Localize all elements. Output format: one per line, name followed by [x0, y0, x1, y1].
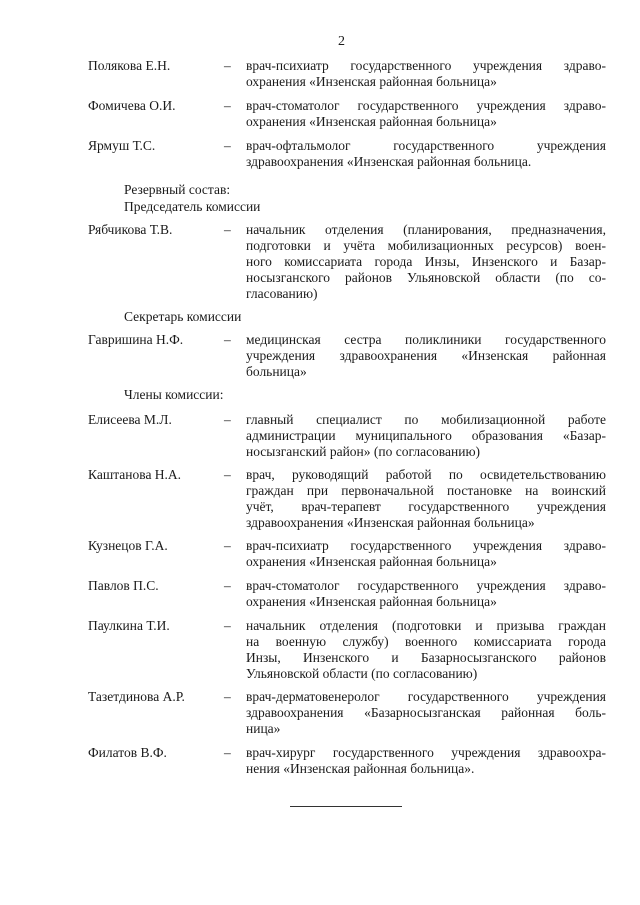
member-name: Павлов П.С.	[88, 578, 159, 593]
dash: –	[224, 412, 231, 427]
member-name: Ярмуш Т.С.	[88, 138, 156, 153]
member-name: Рябчикова Т.В.	[88, 222, 173, 237]
member-position: главный специалист по мобилизационной работе администрации муниципального образования «Базар- носызганский район» (по согласованию)	[246, 412, 606, 459]
member-position: медицинская сестра поликлиники государственного учреждения здравоохранения «Инзенская районная больница»	[246, 332, 606, 379]
dash: –	[224, 618, 231, 633]
members-heading: Члены комиссии:	[124, 387, 224, 402]
member-name: Кузнецов Г.А.	[88, 538, 168, 553]
member-position: врач-стоматолог государственного учреждения здраво- охранения «Инзенская районная больница»	[246, 98, 606, 129]
secretary-heading: Секретарь комиссии	[124, 309, 242, 324]
member-name: Каштанова Н.А.	[88, 467, 182, 482]
dash: –	[224, 689, 231, 704]
member-position: врач, руководящий работой по освидетельствованию граждан при первоначальной постановке на воинский учёт, врач-терапевт государственного учреждения здравоохранения «Инзенская районная больница»	[246, 467, 606, 530]
dash: –	[224, 745, 231, 760]
member-position: врач-дерматовенеролог государственного учреждения здравоохранения «Базарносызганская районная боль- ница»	[246, 689, 606, 736]
dash: –	[224, 98, 231, 113]
dash: –	[224, 138, 231, 153]
member-position: врач-стоматолог государственного учреждения здраво- охранения «Инзенская районная больница»	[246, 578, 606, 609]
member-name: Паулкина Т.И.	[88, 618, 170, 633]
reserve-heading: Резервный состав:	[124, 182, 231, 197]
member-name: Полякова Е.Н.	[88, 58, 171, 73]
member-name: Филатов В.Ф.	[88, 745, 167, 760]
closing-rule	[290, 806, 402, 807]
member-position: врач-офтальмолог государственного учреждения здравоохранения «Инзенская районная больница.	[246, 138, 606, 169]
member-name: Елисеева М.Л.	[88, 412, 172, 427]
chairman-heading: Председатель комиссии	[124, 199, 261, 214]
dash: –	[224, 578, 231, 593]
member-name: Фомичева О.И.	[88, 98, 176, 113]
member-name: Гавришина Н.Ф.	[88, 332, 184, 347]
member-name: Тазетдинова А.Р.	[88, 689, 185, 704]
dash: –	[224, 332, 231, 347]
dash: –	[224, 467, 231, 482]
member-position: врач-хирург государственного учреждения здравоохра- нения «Инзенская районная больница».	[246, 745, 606, 776]
member-position: врач-психиатр государственного учреждения здраво- охранения «Инзенская районная больница»	[246, 538, 606, 569]
dash: –	[224, 222, 231, 237]
dash: –	[224, 58, 231, 73]
member-position: врач-психиатр государственного учреждения здраво- охранения «Инзенская районная больница»	[246, 58, 606, 89]
page-number: 2	[338, 34, 345, 49]
dash: –	[224, 538, 231, 553]
member-position: начальник отделения (подготовки и призыва граждан на военную службу) военного комиссариата города Инзы, Инзенского и Базарносызганского районов Ульяновской области (по согласованию)	[246, 618, 606, 681]
member-position: начальник отделения (планирования, предназначения, подготовки и учёта мобилизационных ресурсов) воен- ного комиссариата города Инзы, Инзенского и Базар- носызганского районов Ульяновской области (по со- гласованию)	[246, 222, 606, 301]
